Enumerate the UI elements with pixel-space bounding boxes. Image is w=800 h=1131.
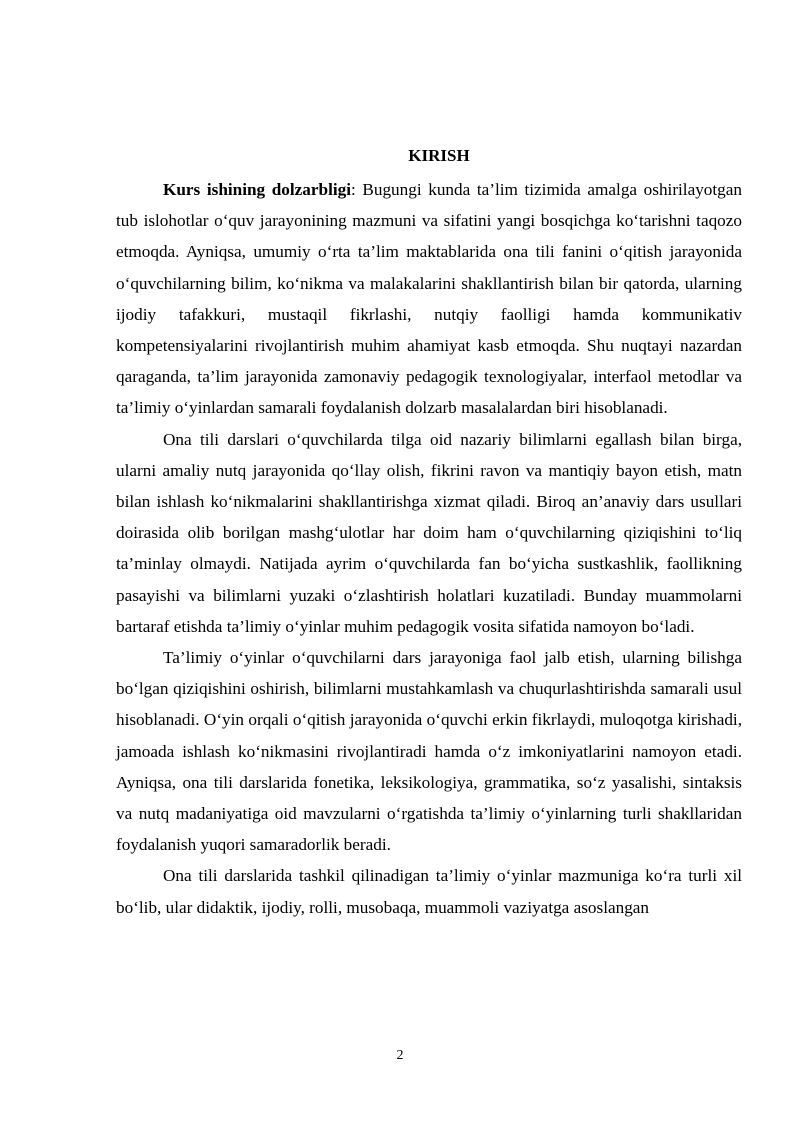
page-number: 2 <box>396 1048 404 1063</box>
relevance-heading: Kurs ishining dolzarbligi <box>163 180 352 199</box>
paragraph: Ta’limiy o‘yinlar o‘quvchilarni dars jarayoniga faol jalb etish, ularning bilishga bo‘lgan qiziqishini oshirish, bilimlarni mustahkamlash va chuqurlashtirishda samarali usul hisoblanadi. O‘yin orqali o‘qitish jarayonida o‘quvchi erkin fikrlaydi, muloqotga kirishadi, jamoada ishlash ko‘nikmasini rivojlantiradi hamda o‘z imkoniyatlarini namoyon etadi. Ayniqsa, ona tili darslarida fonetika, leksikologiya, grammatika, so‘z yasalishi, sintaksis va nutq madaniyatiga oid mavzularni o‘rgatishda ta’limiy o‘yinlarning turli shakllaridan foydalanish yuqori samaradorlik beradi. <box>116 648 742 855</box>
document-body <box>116 174 742 923</box>
paragraph: Ona tili darslarida tashkil qilinadigan ta’limiy o‘yinlar mazmuniga ko‘ra turli xil bo‘lib, ular didaktik, ijodiy, rolli, musobaqa, muammoli vaziyatga asoslangan <box>116 866 742 917</box>
paragraph-relevance <box>116 174 742 424</box>
paragraph-text: : Bugungi kunda ta’lim tizimida amalga oshirilayotgan tub islohotlar o‘quv jarayonining mazmuni va sifatini yangi bosqichga ko‘tarishni taqozo etmoqda. Ayniqsa, umumiy o‘rta ta’lim maktablarida ona tili fanini o‘qitish jarayonida o‘quvchilarning bilim, ko‘nikma va malakalarini shakllantirish bilan bir qatorda, ularning ijodiy tafakkuri, mustaqil fikrlashi, nutqiy faolligi hamda kommunikativ kompetensiyalarini rivojlantirish muhim ahamiyat kasb etmoqda. Shu nuqtayi nazardan qaraganda, ta’lim jarayonida zamonaviy pedagogik texnologiyalar, interfaol metodlar va ta’limiy o‘yinlardan samarali foydalanish dolzarb masalalardan biri hisoblanadi. <box>116 180 742 418</box>
paragraph: Ona tili darslari o‘quvchilarda tilga oid nazariy bilimlarni egallash bilan birga, ularni amaliy nutq jarayonida qo‘llay olish, fikrini ravon va mantiqiy bayon etish, matn bilan ishlash ko‘nikmalarini shakllantirishga xizmat qiladi. Biroq an’anaviy dars usullari doirasida olib borilgan mashg‘ulotlar har doim ham o‘quvchilarning qiziqishini to‘liq ta’minlay olmaydi. Natijada ayrim o‘quvchilarda fan bo‘yicha sustkashlik, faollikning pasayishi va bilimlarni yuzaki o‘zlashtirish holatlari kuzatiladi. Bunday muammolarni bartaraf etishda ta’limiy o‘yinlar muhim pedagogik vosita sifatida namoyon bo‘ladi. <box>116 429 742 636</box>
page-title: KIRISH <box>408 146 470 165</box>
